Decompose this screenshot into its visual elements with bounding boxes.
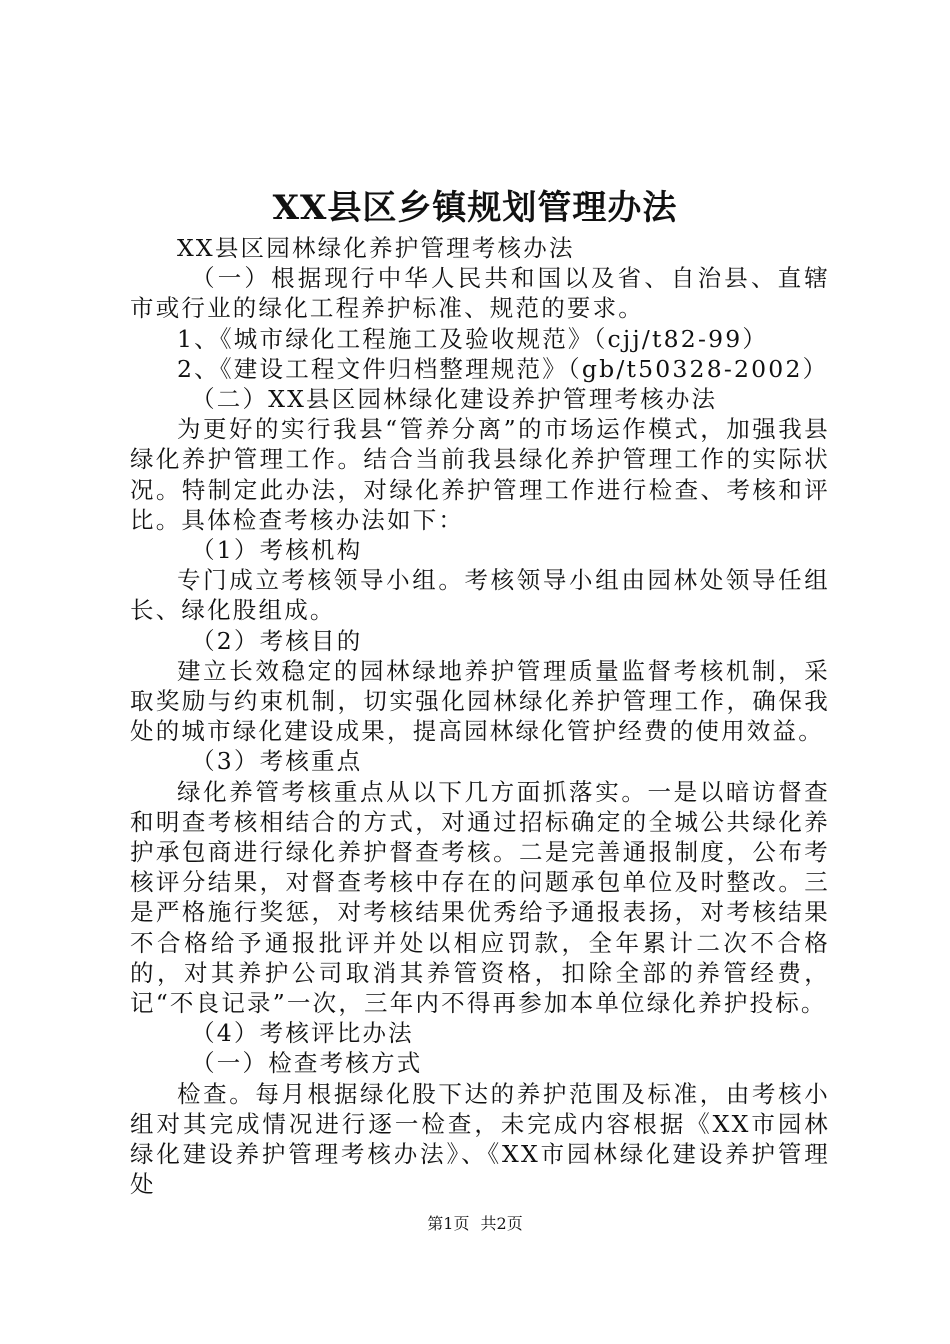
body-paragraph: XX县区园林绿化养护管理考核办法 bbox=[177, 234, 575, 262]
body-paragraph: （2）考核目的 bbox=[191, 626, 363, 655]
body-paragraph: （二）XX县区园林绿化建设养护管理考核办法 bbox=[191, 385, 718, 414]
body-paragraph: （一）根据现行中华人民共和国以及省、自治县、直辖市或行业的绿化工程养护标准、规范的要求。 bbox=[130, 264, 830, 323]
body-paragraph: 1、《城市绿化工程施工及验收规范》（cjj/t82-99） bbox=[177, 324, 769, 353]
body-paragraph: 绿化养管考核重点从以下几方面抓落实。一是以暗访督查和明查考核相结合的方式，对通过招标确定的全城公共绿化养护承包商进行绿化养护督查考核。二是完善通报制度，公布考核评分结果，对督查考核中存在的问题承包单位及时整改。三是严格施行奖惩，对考核结果优秀给予通报表扬，对考核结果不合格给予通报批评并处以相应罚款，全年累计二次不合格的，对其养护公司取消其养管资格，扣除全部的养管经费，记“不良记录”一次，三年内不得再参加本单位绿化养护投标。 bbox=[130, 777, 830, 1018]
body-paragraph: 专门成立考核领导小组。考核领导小组由园林处领导任组长、绿化股组成。 bbox=[130, 566, 830, 625]
body-paragraph: （一）检查考核方式 bbox=[191, 1049, 423, 1078]
body-paragraph: 为更好的实行我县“管养分离”的市场运作模式，加强我县绿化养护管理工作。结合当前我县绿化养护管理工作的实际状况。特制定此办法，对绿化养护管理工作进行检查、考核和评比。具体检查考核办法如下： bbox=[130, 415, 830, 534]
document-title: XX县区乡镇规划管理办法 bbox=[272, 188, 678, 228]
body-paragraph: （3）考核重点 bbox=[191, 747, 363, 776]
page-total: 共2页 bbox=[480, 1214, 523, 1233]
page-footer bbox=[0, 1213, 950, 1235]
body-paragraph: （4）考核评比办法 bbox=[191, 1019, 414, 1048]
page-number: 第1页 bbox=[427, 1214, 470, 1233]
body-paragraph: 2、《建设工程文件归档整理规范》（gb/t50328-2002） bbox=[177, 354, 829, 383]
body-paragraph: （1）考核机构 bbox=[191, 536, 363, 565]
body-paragraph: 建立长效稳定的园林绿地养护管理质量监督考核机制，采取奖励与约束机制，切实强化园林绿化养护管理工作，确保我处的城市绿化建设成果，提高园林绿化管护经费的使用效益。 bbox=[130, 656, 830, 746]
document-body bbox=[130, 233, 830, 1200]
body-paragraph: 检查。每月根据绿化股下达的养护范围及标准，由考核小组对其完成情况进行逐一检查，未完成内容根据《XX市园林绿化建设养护管理考核办法》、《XX市园林绿化建设养护管理处 bbox=[130, 1079, 830, 1199]
